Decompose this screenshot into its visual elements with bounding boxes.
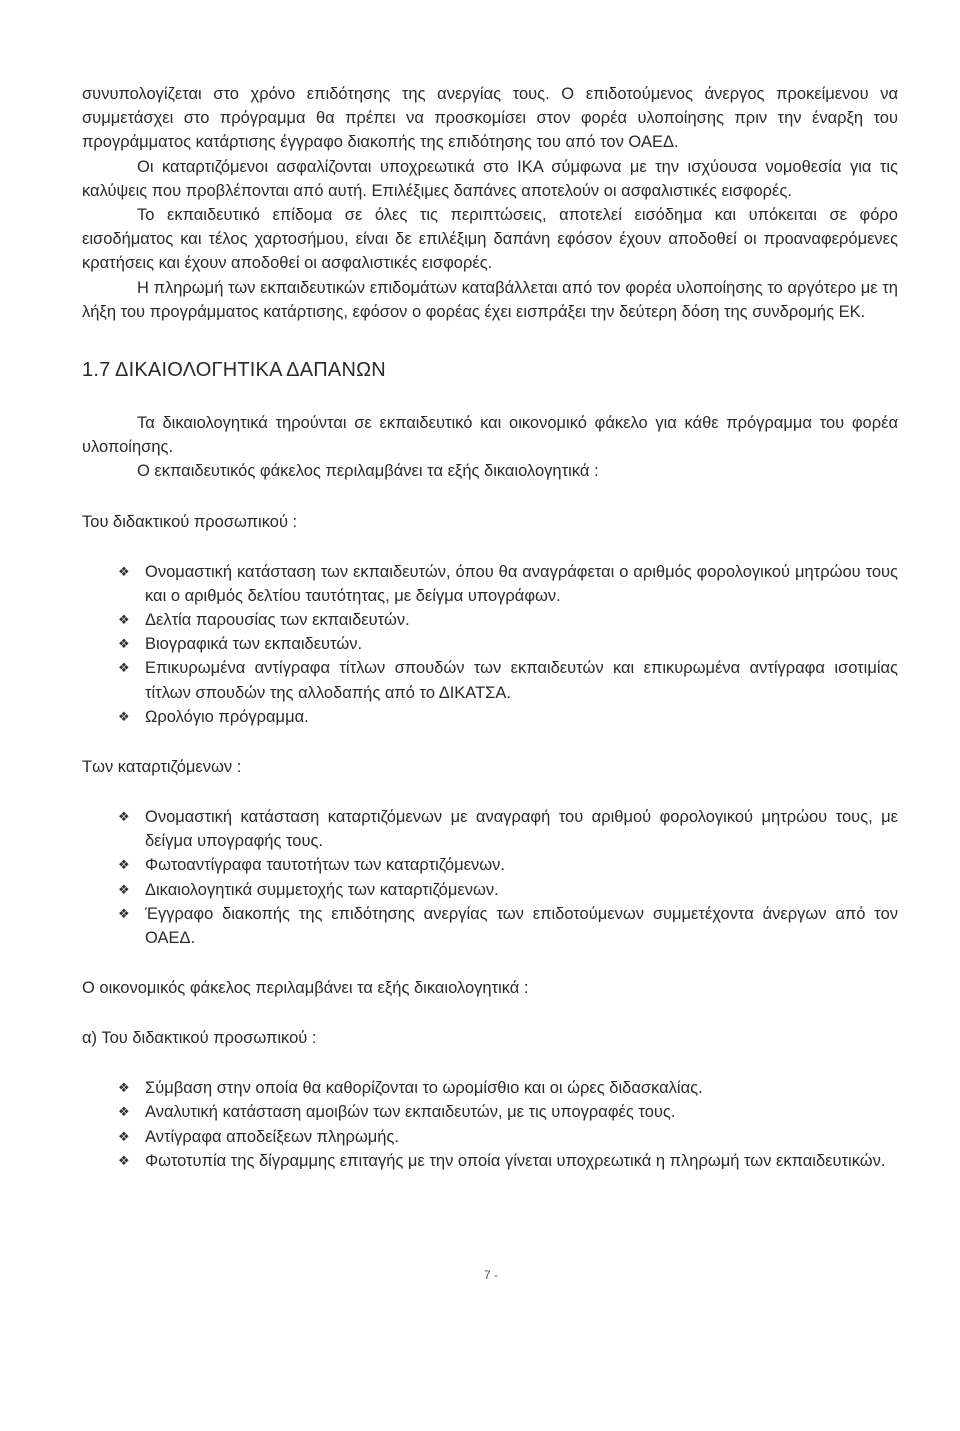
list-item-text: Δελτία παρουσίας των εκπαιδευτών. bbox=[145, 611, 410, 630]
list-item bbox=[82, 853, 898, 877]
list-item-text: Επικυρωμένα αντίγραφα τίτλων σπουδών των εκπαιδευτών και επικυρωμένα αντίγραφα ισοτιμίας τίτλων σπουδών της αλλοδαπής από το ΔΙΚΑΤΣΑ. bbox=[145, 659, 898, 702]
intro-paragraph-4: Η πληρωμή των εκπαιδευτικών επιδομάτων καταβάλλεται από τον φορέα υλοποίησης το αργότερο με τη λήξη του προγράμματος κατάρτισης, εφόσον ο φορέας έχει εισπράξει την δεύτερη δόση της συνδρομής ΕΚ. bbox=[82, 278, 898, 321]
diamond-bullet-icon: ❖ bbox=[118, 1104, 130, 1120]
diamond-bullet-icon: ❖ bbox=[118, 612, 130, 628]
section-paragraph-2: Ο εκπαιδευτικός φάκελος περιλαμβάνει τα εξής δικαιολογητικά : bbox=[137, 462, 599, 481]
teaching-staff-list bbox=[82, 560, 898, 729]
list-item-text: Ωρολόγιο πρόγραμμα. bbox=[145, 707, 309, 726]
list-item bbox=[82, 608, 898, 632]
list-item-text: Φωτοτυπία της δίγραμμης επιταγής με την οποία γίνεται υποχρεωτικά η πληρωμή των εκπαιδευτικών. bbox=[145, 1151, 886, 1170]
diamond-bullet-icon: ❖ bbox=[118, 636, 130, 652]
list-item bbox=[82, 878, 898, 902]
diamond-bullet-icon: ❖ bbox=[118, 905, 130, 921]
financial-teaching-label: α) Του διδακτικού προσωπικού : bbox=[82, 1029, 317, 1048]
list-item bbox=[82, 560, 898, 608]
list-item-text: Αντίγραφα αποδείξεων πληρωμής. bbox=[145, 1127, 399, 1146]
list-item-text: Βιογραφικά των εκπαιδευτών. bbox=[145, 635, 363, 654]
intro-paragraph-1: συνυπολογίζεται στο χρόνο επιδότησης της ανεργίας τους. Ο επιδοτούμενος άνεργος προκείμενου να συμμετάσχει στο πρόγραμμα θα πρέπει να προσκομίσει στον φορέα υλοποίησης πριν την έναρξη του προγράμματος κατάρτισης έγγραφο διακοπής της επιδότησης του από τον ΟΑΕΔ. bbox=[82, 85, 898, 152]
intro-paragraph-2: Οι καταρτιζόμενοι ασφαλίζονται υποχρεωτικά στο ΙΚΑ σύμφωνα με την ισχύουσα νομοθεσία για τις καλύψεις που προβλέπονται από αυτή. Επιλέξιμες δαπάνες αποτελούν οι ασφαλιστικές εισφορές. bbox=[82, 157, 898, 200]
list-item bbox=[82, 1100, 898, 1124]
list-item bbox=[82, 705, 898, 729]
list-item bbox=[82, 1076, 898, 1100]
diamond-bullet-icon: ❖ bbox=[118, 1080, 130, 1096]
diamond-bullet-icon: ❖ bbox=[118, 1128, 130, 1144]
list-item bbox=[82, 1149, 898, 1173]
list-item-text: Ονομαστική κατάσταση καταρτιζόμενων με αναγραφή του αριθμού φορολογικού μητρώου τους, με δείγμα υπογραφής τους. bbox=[145, 808, 898, 851]
list-item-text: Σύμβαση στην οποία θα καθορίζονται το ωρομίσθιο και οι ώρες διδασκαλίας. bbox=[145, 1079, 703, 1098]
list-item-text: Έγγραφο διακοπής της επιδότησης ανεργίας των επιδοτούμενων συμμετέχοντα άνεργων από τον ΟΑΕΔ. bbox=[145, 904, 898, 948]
trainees-label: Των καταρτιζόμενων : bbox=[82, 758, 242, 777]
page-number: 7 - bbox=[484, 1268, 499, 1282]
intro-paragraph-3: Το εκπαιδευτικό επίδομα σε όλες τις περιπτώσεις, αποτελεί εισόδημα και υπόκειται σε φόρο εισοδήματος και τέλος χαρτοσήμου, είναι δε επιλέξιμη δαπάνη εφόσον έχουν αποδοθεί οι προαναφερόμενες κρατήσεις και έχουν αποδοθεί οι ασφαλιστικές εισφορές. bbox=[82, 206, 898, 273]
teaching-staff-label: Του διδακτικού προσωπικού : bbox=[82, 512, 298, 531]
financial-folder-intro: Ο οικονομικός φάκελος περιλαμβάνει τα εξής δικαιολογητικά : bbox=[82, 979, 529, 998]
diamond-bullet-icon: ❖ bbox=[118, 563, 130, 579]
list-item-text: Ονομαστική κατάσταση των εκπαιδευτών, όπου θα αναγράφεται ο αριθμός φορολογικού μητρώου τους και ο αριθμός δελτίου ταυτότητας, με δείγμα υπογράφων. bbox=[145, 562, 898, 605]
list-item bbox=[82, 632, 898, 656]
list-item bbox=[82, 656, 898, 704]
document-page bbox=[82, 82, 898, 1173]
diamond-bullet-icon: ❖ bbox=[118, 708, 130, 724]
financial-list bbox=[82, 1076, 898, 1173]
list-item-text: Δικαιολογητικά συμμετοχής των καταρτιζόμενων. bbox=[145, 880, 499, 899]
diamond-bullet-icon: ❖ bbox=[118, 660, 130, 676]
list-item bbox=[82, 902, 898, 950]
list-item bbox=[82, 1125, 898, 1149]
diamond-bullet-icon: ❖ bbox=[118, 1152, 130, 1168]
diamond-bullet-icon: ❖ bbox=[118, 881, 130, 897]
list-item-text: Αναλυτική κατάσταση αμοιβών των εκπαιδευτών, με τις υπογραφές τους. bbox=[145, 1103, 676, 1122]
list-item-text: Φωτοαντίγραφα ταυτοτήτων των καταρτιζόμενων. bbox=[145, 856, 505, 875]
diamond-bullet-icon: ❖ bbox=[118, 809, 130, 825]
trainees-list bbox=[82, 805, 898, 950]
list-item bbox=[82, 805, 898, 853]
diamond-bullet-icon: ❖ bbox=[118, 857, 130, 873]
section-heading: 1.7 ΔΙΚΑΙΟΛΟΓΗΤΙΚΑ ΔΑΠΑΝΩΝ bbox=[82, 359, 386, 382]
section-paragraph-1: Τα δικαιολογητικά τηρούνται σε εκπαιδευτικό και οικονομικό φάκελο για κάθε πρόγραμμα του φορέα υλοποίησης. bbox=[82, 414, 898, 457]
